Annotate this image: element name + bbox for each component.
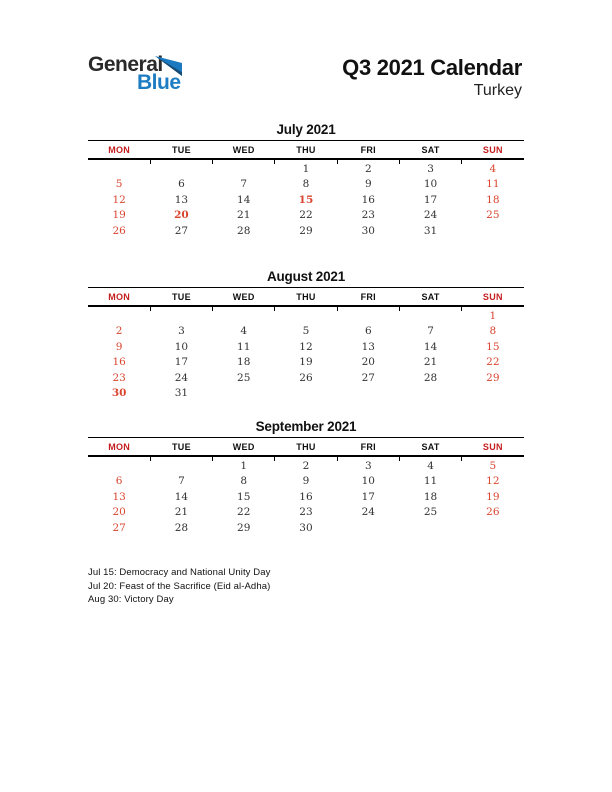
- day-cell: 27: [361, 371, 375, 384]
- day-cell: 15: [298, 193, 314, 206]
- day-header-cell: WED: [232, 442, 255, 452]
- day-cell: 3: [364, 460, 372, 472]
- day-cell: 15: [486, 340, 500, 353]
- day-cell: 21: [174, 506, 189, 519]
- page-subtitle: Turkey: [473, 82, 522, 99]
- month-block: [88, 122, 524, 239]
- day-cell: 2: [302, 460, 310, 472]
- day-cell: 1: [489, 310, 497, 322]
- week-row: [88, 355, 524, 370]
- day-cell: 26: [299, 371, 313, 384]
- day-cell: 17: [361, 490, 375, 503]
- tick-mark: [399, 457, 400, 461]
- day-cell: 4: [240, 325, 248, 338]
- month-title: July 2021: [88, 122, 524, 141]
- day-cell: 14: [423, 340, 438, 353]
- day-header-cell: MON: [108, 292, 131, 302]
- day-cell: 25: [423, 506, 438, 519]
- day-cell: 19: [299, 356, 313, 369]
- day-cell: 29: [237, 521, 251, 534]
- empty-day-cell: [399, 386, 461, 401]
- week-row: [88, 340, 524, 355]
- empty-day-cell: [213, 162, 275, 177]
- day-header-row: [88, 288, 524, 307]
- week-row: [88, 474, 524, 489]
- tick-mark: [399, 307, 400, 311]
- day-cell: 6: [364, 325, 372, 338]
- day-cell: 21: [237, 209, 251, 222]
- day-header-cell: SAT: [421, 292, 440, 302]
- empty-day-cell: [462, 224, 524, 239]
- day-cell: 17: [174, 356, 189, 369]
- day-header-cell: SUN: [482, 442, 503, 452]
- empty-day-cell: [275, 386, 337, 401]
- day-cell: 8: [240, 475, 248, 488]
- empty-day-cell: [150, 162, 212, 177]
- weeks-grid: [88, 309, 524, 401]
- day-header-cell: TUE: [171, 292, 191, 302]
- week-row: [88, 162, 524, 177]
- day-cell: 13: [112, 490, 126, 503]
- day-cell: 5: [302, 325, 310, 338]
- day-header-cell: THU: [296, 292, 316, 302]
- empty-day-cell: [399, 309, 461, 324]
- day-cell: 30: [361, 224, 375, 237]
- day-cell: 7: [240, 178, 248, 191]
- day-cell: 11: [237, 340, 251, 353]
- day-cell: 12: [299, 340, 313, 353]
- week-row: [88, 224, 524, 239]
- day-cell: 1: [240, 460, 248, 472]
- tick-mark: [337, 457, 338, 461]
- day-cell: 24: [174, 371, 189, 384]
- day-cell: 23: [361, 209, 375, 222]
- day-cell: 8: [489, 325, 497, 338]
- day-cell: 9: [302, 475, 310, 488]
- tick-mark: [150, 457, 151, 461]
- day-cell: 22: [299, 209, 313, 222]
- day-cell: 25: [486, 209, 500, 222]
- day-cell: 15: [237, 490, 251, 503]
- week-row: [88, 371, 524, 386]
- empty-day-cell: [150, 309, 212, 324]
- holiday-notes: [88, 566, 270, 607]
- day-cell: 28: [174, 521, 189, 534]
- day-cell: 18: [237, 356, 251, 369]
- day-cell: 14: [174, 490, 189, 503]
- tick-mark: [461, 160, 462, 164]
- holiday-note: Jul 15: Democracy and National Unity Day: [88, 567, 271, 578]
- empty-day-cell: [399, 521, 461, 536]
- day-header-cell: SAT: [421, 442, 440, 452]
- day-cell: 29: [486, 371, 500, 384]
- day-cell: 28: [237, 224, 251, 237]
- month-block: [88, 269, 524, 401]
- day-header-cell: THU: [296, 442, 316, 452]
- empty-day-cell: [337, 309, 399, 324]
- day-header-cell: TUE: [171, 145, 191, 155]
- tick-mark: [337, 307, 338, 311]
- empty-day-cell: [462, 521, 524, 536]
- day-cell: 31: [174, 386, 189, 399]
- day-cell: 18: [423, 490, 438, 503]
- day-cell: 12: [486, 475, 500, 488]
- day-header-cell: WED: [232, 292, 255, 302]
- day-cell: 11: [423, 475, 438, 488]
- week-row: [88, 490, 524, 505]
- day-header-cell: THU: [296, 145, 316, 155]
- day-cell: 10: [423, 178, 438, 191]
- day-cell: 31: [423, 224, 438, 237]
- day-header-cell: MON: [108, 145, 131, 155]
- day-header-cell: FRI: [360, 442, 376, 452]
- week-row: [88, 505, 524, 520]
- day-cell: 4: [427, 460, 434, 472]
- week-row: [88, 177, 524, 192]
- week-row: [88, 193, 524, 208]
- day-cell: 2: [364, 163, 372, 175]
- day-cell: 25: [237, 371, 251, 384]
- empty-day-cell: [337, 521, 399, 536]
- weeks-grid: [88, 162, 524, 239]
- month-title: August 2021: [88, 269, 524, 288]
- week-row: [88, 208, 524, 223]
- tick-mark: [461, 457, 462, 461]
- day-header-row: [88, 141, 524, 160]
- day-cell: 9: [115, 340, 123, 353]
- day-cell: 23: [112, 371, 126, 384]
- day-cell: 5: [489, 460, 497, 472]
- page-title: Q3 2021 Calendar: [342, 55, 522, 80]
- day-cell: 16: [361, 193, 375, 206]
- day-cell: 3: [178, 325, 185, 338]
- day-cell: 3: [427, 163, 434, 175]
- weeks-grid: [88, 459, 524, 536]
- day-cell: 29: [299, 224, 313, 237]
- day-cell: 10: [361, 475, 375, 488]
- day-header-cell: SUN: [482, 145, 503, 155]
- day-cell: 2: [115, 325, 123, 338]
- day-header-cell: SAT: [421, 145, 440, 155]
- day-cell: 30: [111, 386, 127, 399]
- day-header-cell: SUN: [482, 292, 503, 302]
- tick-mark: [150, 307, 151, 311]
- logo-word-general: General: [88, 53, 163, 76]
- day-cell: 1: [302, 163, 310, 175]
- day-cell: 13: [174, 193, 189, 206]
- tick-mark: [399, 160, 400, 164]
- day-cell: 27: [112, 521, 126, 534]
- day-cell: 20: [174, 209, 189, 222]
- tick-mark: [150, 160, 151, 164]
- day-cell: 7: [427, 325, 434, 338]
- empty-day-cell: [88, 162, 150, 177]
- day-cell: 20: [361, 356, 375, 369]
- month-block: [88, 419, 524, 536]
- day-cell: 7: [178, 475, 185, 488]
- tick-mark: [274, 160, 275, 164]
- day-header-cell: TUE: [171, 442, 191, 452]
- day-header-cell: FRI: [360, 292, 376, 302]
- day-cell: 19: [486, 490, 500, 503]
- day-cell: 26: [112, 224, 126, 237]
- empty-day-cell: [88, 309, 150, 324]
- general-blue-logo: [88, 54, 208, 100]
- day-cell: 5: [115, 178, 123, 191]
- day-cell: 22: [486, 356, 500, 369]
- tick-mark: [212, 457, 213, 461]
- empty-day-cell: [462, 386, 524, 401]
- tick-mark: [212, 307, 213, 311]
- day-cell: 30: [299, 521, 313, 534]
- day-cell: 20: [112, 506, 126, 519]
- day-cell: 16: [299, 490, 313, 503]
- day-cell: 27: [174, 224, 189, 237]
- week-row: [88, 521, 524, 536]
- day-cell: 4: [489, 163, 497, 175]
- empty-day-cell: [337, 386, 399, 401]
- day-cell: 23: [299, 506, 313, 519]
- holiday-note: Jul 20: Feast of the Sacrifice (Eid al-Adha): [88, 580, 271, 592]
- day-cell: 26: [486, 506, 500, 519]
- empty-day-cell: [150, 459, 212, 474]
- tick-mark: [274, 457, 275, 461]
- day-cell: 21: [423, 356, 438, 369]
- day-cell: 22: [237, 506, 251, 519]
- day-cell: 10: [174, 340, 189, 353]
- day-cell: 16: [112, 356, 126, 369]
- day-cell: 28: [423, 371, 438, 384]
- week-row: [88, 386, 524, 401]
- week-row: [88, 309, 524, 324]
- month-title: September 2021: [88, 419, 524, 438]
- day-cell: 6: [178, 178, 185, 191]
- day-header-cell: WED: [232, 145, 255, 155]
- empty-day-cell: [275, 309, 337, 324]
- day-cell: 17: [423, 193, 438, 206]
- day-cell: 6: [115, 475, 123, 488]
- day-cell: 19: [112, 209, 126, 222]
- tick-mark: [461, 307, 462, 311]
- day-cell: 9: [364, 178, 372, 191]
- tick-mark: [337, 160, 338, 164]
- empty-day-cell: [88, 459, 150, 474]
- day-cell: 18: [486, 193, 500, 206]
- day-header-row: [88, 438, 524, 457]
- day-cell: 14: [237, 193, 251, 206]
- day-cell: 11: [486, 178, 500, 191]
- holiday-note: Aug 30: Victory Day: [88, 594, 174, 606]
- day-cell: 24: [361, 506, 375, 519]
- empty-day-cell: [213, 386, 275, 401]
- tick-mark: [274, 307, 275, 311]
- week-row: [88, 324, 524, 339]
- day-cell: 24: [423, 209, 438, 222]
- tick-mark: [212, 160, 213, 164]
- week-row: [88, 459, 524, 474]
- day-cell: 13: [361, 340, 375, 353]
- day-header-cell: MON: [108, 442, 131, 452]
- empty-day-cell: [213, 309, 275, 324]
- title-block: [342, 56, 522, 101]
- logo-word-blue: Blue: [137, 71, 181, 94]
- day-cell: 12: [112, 193, 126, 206]
- day-cell: 8: [302, 178, 310, 191]
- day-header-cell: FRI: [360, 145, 376, 155]
